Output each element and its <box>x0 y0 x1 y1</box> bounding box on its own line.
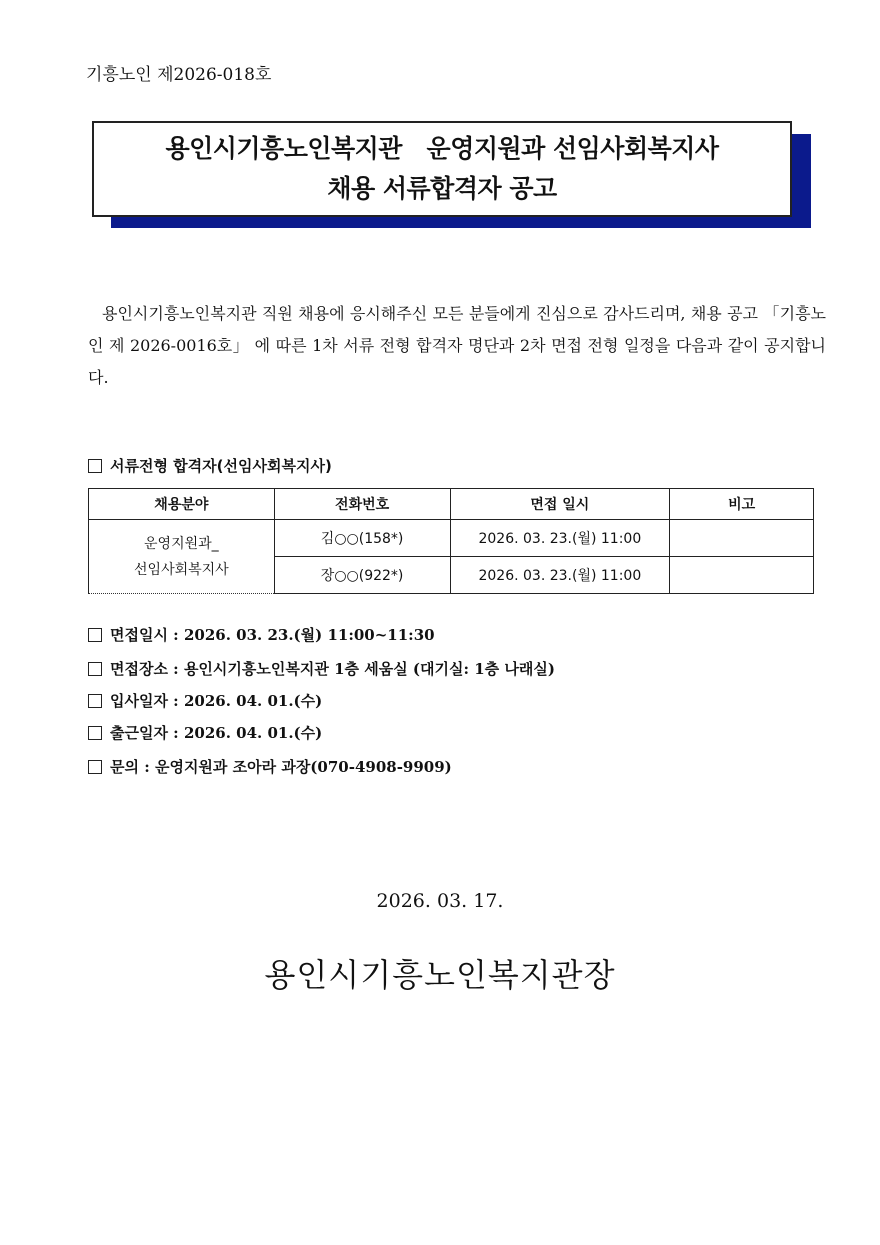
header-note: 비고 <box>670 489 814 520</box>
info-label: 문의 : 운영지원과 조아라 과장(070-4908-9909) <box>110 758 452 776</box>
title-block <box>92 121 792 217</box>
checkbox-icon <box>88 726 102 740</box>
table-header-row <box>89 489 814 520</box>
info-label: 입사일자 : 2026. 04. 01.(수) <box>110 692 323 710</box>
checkbox-icon <box>88 662 102 676</box>
header-phone: 전화번호 <box>274 489 450 520</box>
section-heading-label: 서류전형 합격자(선임사회복지사) <box>110 457 332 475</box>
info-hire-date <box>88 690 322 711</box>
info-interview-place <box>88 658 555 679</box>
section-heading <box>88 455 332 476</box>
info-label: 면접일시 : 2026. 03. 23.(월) 11:00~11:30 <box>110 626 435 644</box>
title-box <box>92 121 792 217</box>
intro-paragraph: 용인시기흥노인복지관 직원 채용에 응시해주신 모든 분들에게 진심으로 감사드리며, 채용 공고 「기흥노인 제 2026-0016호」 에 따른 1차 서류 전형 합격자 명단과 2차 면접 전형 일정을 다음과 같이 공지합니다. <box>88 304 826 387</box>
header-interview-datetime: 면접 일시 <box>450 489 670 520</box>
checkbox-icon <box>88 628 102 642</box>
document-number: 기흥노인 제2026-018호 <box>86 65 272 85</box>
table-row <box>89 520 814 557</box>
info-label: 출근일자 : 2026. 04. 01.(수) <box>110 724 323 742</box>
results-table <box>88 488 814 594</box>
header-field: 채용분야 <box>89 489 275 520</box>
title-line-1: 용인시기흥노인복지관 운영지원과 선임사회복지사 <box>165 134 719 163</box>
field-line-2: 선임사회복지사 <box>134 561 229 578</box>
info-label: 면접장소 : 용인시기흥노인복지관 1층 세움실 (대기실: 1층 나래실) <box>110 660 555 678</box>
notice-date: 2026. 03. 17. <box>376 890 504 912</box>
cell-note <box>670 557 814 594</box>
cell-name: 장○○(922*) <box>274 557 450 594</box>
cell-datetime: 2026. 03. 23.(월) 11:00 <box>450 520 670 557</box>
title-line-2: 채용 서류합격자 공고 <box>327 174 557 203</box>
info-contact <box>88 756 452 777</box>
organization-signature: 용인시기흥노인복지관장 <box>264 956 616 994</box>
cell-field <box>89 520 275 594</box>
field-line-1: 운영지원과_ <box>144 535 219 552</box>
info-interview-time <box>88 624 435 645</box>
checkbox-icon <box>88 459 102 473</box>
info-start-date <box>88 722 322 743</box>
checkbox-icon <box>88 694 102 708</box>
cell-name: 김○○(158*) <box>274 520 450 557</box>
checkbox-icon <box>88 760 102 774</box>
cell-note <box>670 520 814 557</box>
cell-datetime: 2026. 03. 23.(월) 11:00 <box>450 557 670 594</box>
